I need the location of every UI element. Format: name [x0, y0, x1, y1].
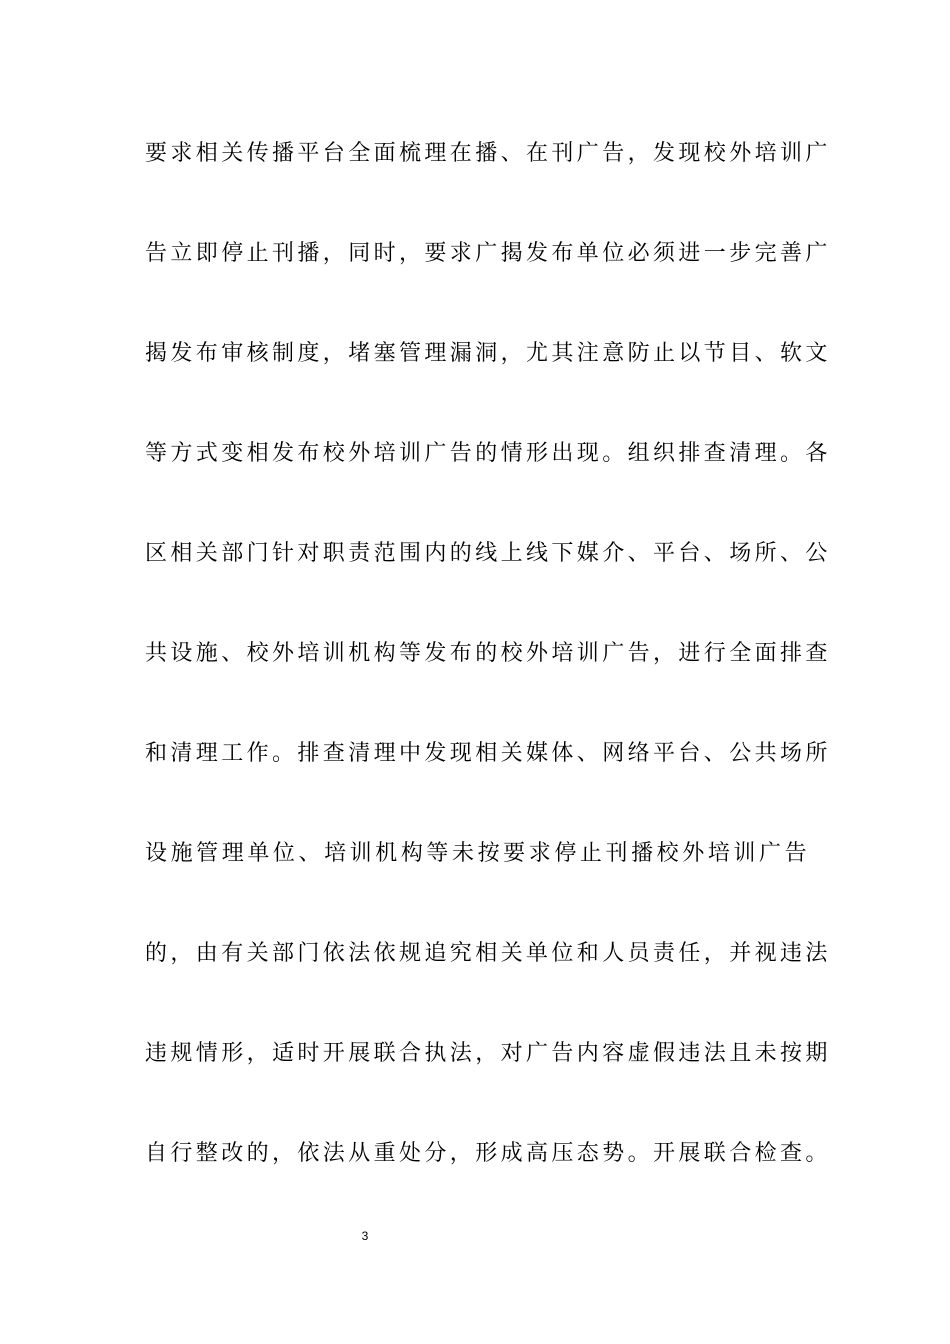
text-line: 的，由有关部门依法依规追究相关单位和人员责任，并视违法	[145, 941, 831, 966]
text-line: 要求相关传播平台全面梳理在播、在刊广告，发现校外培训广	[145, 141, 831, 166]
text-line: 揭发布审核制度，堵塞管理漏洞，尤其注意防止以节目、软文	[145, 341, 831, 366]
text-line: 等方式变相发布校外培训广告的情形出现。组织排查清理。各	[145, 441, 831, 466]
text-line: 和清理工作。排查清理中发现相关媒体、网络平台、公共场所	[145, 741, 831, 766]
text-line: 自行整改的，依法从重处分，形成高压态势。开展联合检查。	[145, 1141, 831, 1166]
body-paragraph	[145, 126, 831, 1226]
text-line: 告立即停止刊播，同时，要求广揭发布单位必须进一步完善广	[145, 241, 831, 266]
text-line: 共设施、校外培训机构等发布的校外培训广告，进行全面排查	[145, 641, 831, 666]
page-number: 3	[361, 1229, 369, 1243]
text-line: 区相关部门针对职责范围内的线上线下媒介、平台、场所、公	[145, 541, 831, 566]
text-line: 设施管理单位、培训机构等未按要求停止刊播校外培训广告	[145, 841, 810, 866]
text-line: 违规情形，适时开展联合执法，对广告内容虚假违法且未按期	[145, 1041, 831, 1066]
